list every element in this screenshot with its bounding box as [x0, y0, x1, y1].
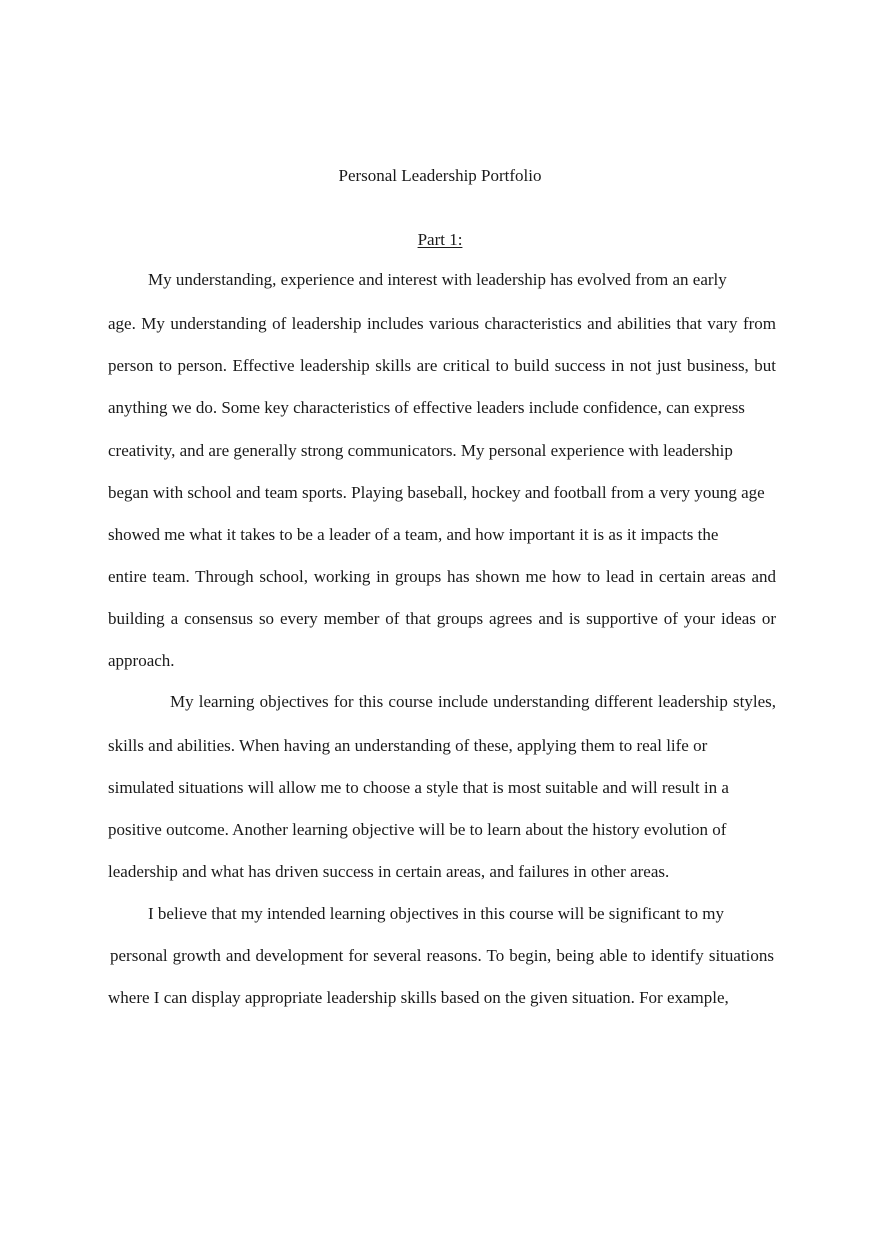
text-line: My learning objectives for this course include understanding different leadership styles,	[170, 692, 776, 711]
text-line: building a consensus so every member of that groups agrees and is supportive of your ideas or	[108, 609, 776, 628]
text-line: approach.	[108, 651, 175, 670]
text-line: entire team. Through school, working in groups has shown me how to lead in certain areas and	[108, 567, 776, 586]
text-line: anything we do. Some key characteristics of effective leaders include confidence, can express	[108, 398, 745, 417]
text-line: personal growth and development for several reasons. To begin, being able to identify situations	[110, 946, 774, 965]
text-line: I believe that my intended learning objectives in this course will be significant to my	[148, 904, 724, 923]
text-line: where I can display appropriate leadership skills based on the given situation. For example,	[108, 988, 729, 1007]
section-heading: Part 1:	[417, 230, 463, 249]
text-line: simulated situations will allow me to choose a style that is most suitable and will result in a	[108, 778, 729, 797]
text-line: creativity, and are generally strong communicators. My personal experience with leadership	[108, 441, 733, 460]
text-line: person to person. Effective leadership skills are critical to build success in not just business, but	[108, 356, 776, 375]
text-line: positive outcome. Another learning objective will be to learn about the history evolution of	[108, 820, 727, 839]
text-line: age. My understanding of leadership includes various characteristics and abilities that vary from	[108, 314, 776, 333]
text-line: My understanding, experience and interest with leadership has evolved from an early	[148, 270, 727, 289]
text-line: showed me what it takes to be a leader of a team, and how important it is as it impacts the	[108, 525, 719, 544]
text-line: began with school and team sports. Playing baseball, hockey and football from a very young age	[108, 483, 765, 502]
text-line: leadership and what has driven success in certain areas, and failures in other areas.	[108, 862, 670, 881]
text-line: skills and abilities. When having an understanding of these, applying them to real life or	[108, 736, 708, 755]
page-title: Personal Leadership Portfolio	[338, 166, 542, 185]
